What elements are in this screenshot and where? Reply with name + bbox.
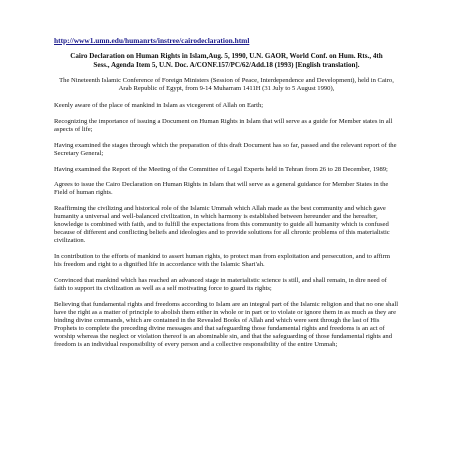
source-link[interactable]: http://www1.umn.edu/humanrts/instree/cairodeclaration.html	[54, 36, 250, 45]
paragraph: Reaffirming the civilizing and historical role of the Islamic Ummah which Allah made as the best community and which gave humanity a universal and well-balanced civilization, in which harmony is established between hereunder and the hereafter, knowledge is combined with faith, and to fulfill the expectations from this community to guide all humanity which is confused because of different and conflicting beliefs and ideologies and to provide solutions for all chronic problems of this materialistic civilization.	[54, 205, 390, 245]
paragraph: In contribution to the efforts of mankind to assert human rights, to protect man from exploitation and persecution, and to affirm his freedom and right to a dignified life in accordance with the Islamic Shari'ah.	[54, 253, 390, 269]
intro-paragraph: The Nineteenth Islamic Conference of Foreign Ministers (Session of Peace, Interdependence and Development), held in Cairo, Arab Republic of Egypt, from 9-14 Muharram 1411H (31 July to 5 August 1990),	[59, 77, 394, 93]
document-title: Cairo Declaration on Human Rights in Islam,Aug. 5, 1990, U.N. GAOR, World Conf. on Hum. Rts., 4th Sess., Agenda Item 5, U.N. Doc. A/CONF.157/PC/62/Add.18 (1993) [English translation].	[70, 52, 383, 69]
paragraph: Keenly aware of the place of mankind in Islam as vicegerent of Allah on Earth;	[54, 102, 264, 110]
paragraph: Agrees to issue the Cairo Declaration on Human Rights in Islam that will serve as a general guidance for Member States in the Field of human rights.	[54, 181, 389, 197]
document-page	[54, 36, 399, 357]
paragraph: Having examined the Report of the Meeting of the Committee of Legal Experts held in Tehran from 26 to 28 December, 1989;	[54, 165, 388, 173]
paragraph: Recognizing the importance of issuing a Document on Human Rights in Islam that will serve as a guide for Member states in all aspects of life;	[54, 118, 393, 134]
paragraph: Having examined the stages through which the preparation of this draft Document has so far, passed and the relevant report of the Secretary General;	[54, 141, 397, 157]
paragraph: Believing that fundamental rights and freedoms according to Islam are an integral part of the Islamic religion and that no one shall have the right as a matter of principle to abolish them either in whole or in part or to violate or ignore them in as much as they are binding divine commands, which are contained in the Revealed Books of Allah and which were sent through the last of His Prophets to complete the preceding divine messages and that safeguarding those fundamental rights and freedoms is an act of worship whereas the neglect or violation thereof is an abominable sin, and that the safeguarding of those fundamental rights and freedom is an individual responsibility of every person and a collective responsibility of the entire Ummah;	[54, 300, 399, 349]
paragraph: Convinced that mankind which has reached an advanced stage in materialistic science is still, and shall remain, in dire need of faith to support its civilization as well as a self motivating force to guard its rights;	[54, 276, 387, 293]
